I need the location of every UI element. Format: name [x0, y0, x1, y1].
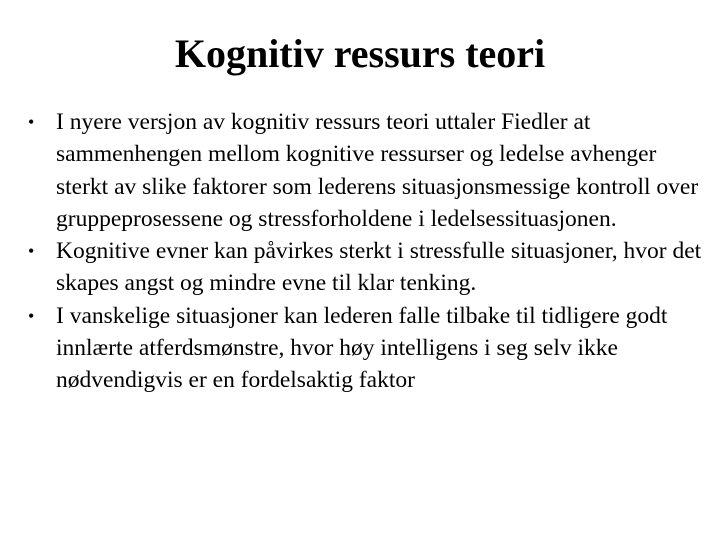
- slide-title: Kognitiv ressurs teori: [174, 31, 546, 76]
- bullet-item: [0, 300, 720, 397]
- bullet-icon: •: [28, 241, 35, 262]
- bullet-icon: •: [28, 305, 35, 326]
- bullet-text: I vanskelige situasjoner kan lederen falle tilbake til tidligere godt innlærte atferdsmønstre, hvor høy intelligens i seg selv ikke nødvendigvis er en fordelsaktig faktor: [56, 302, 668, 394]
- bullet-icon: •: [28, 112, 35, 132]
- bullet-text: I nyere versjon av kognitiv ressurs teori uttaler Fiedler at sammenhengen mellom kognitive ressurser og ledelse avhenger sterkt av slike faktorer som lederens situasjonsmessige kontroll over gruppeprosessene og stressforholdene i ledelsessituasjonen.: [56, 109, 699, 232]
- bullet-item: [0, 235, 720, 300]
- bullet-list: [0, 106, 720, 397]
- bullet-item: [0, 106, 720, 235]
- bullet-text: Kognitive evner kan påvirkes sterkt i stressfulle situasjoner, hvor det skapes angst og mindre evne til klar tenking.: [56, 238, 702, 297]
